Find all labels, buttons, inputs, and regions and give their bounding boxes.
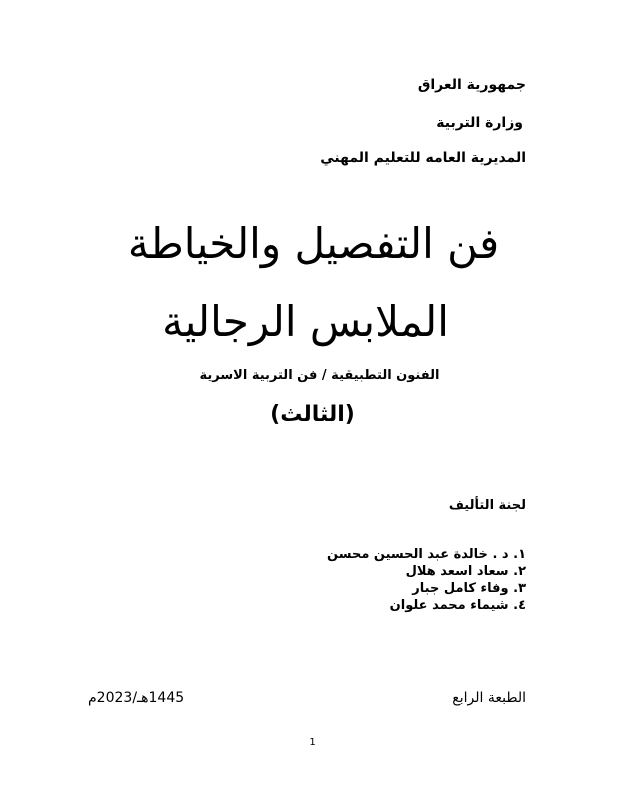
author-item: ١. د . خالدة عبد الحسين محسن [327, 547, 526, 562]
author-item: ٣. وفاء كامل جبار [412, 581, 526, 596]
grade-label: (الثالث) [270, 402, 355, 427]
book-subtitle: الملابس الرجالية [162, 297, 449, 346]
author-item: ٤. شيماء محمد علوان [389, 598, 526, 613]
directorate-name: المديرية العامه للتعليم المهني [320, 150, 526, 166]
authors-list [327, 546, 526, 614]
edition-label: الطبعة الرابع [452, 690, 526, 706]
subject-line: الفنون التطبيقية / فن التربية الاسرية [199, 368, 440, 383]
ministry-name: وزارة التربية [436, 115, 523, 131]
book-title: فن التفصيل والخياطة [127, 219, 500, 268]
country-name: جمهورية العراق [417, 77, 526, 93]
publication-date: 1445هـ/2023م [88, 690, 185, 706]
committee-heading: لجنة التأليف [448, 498, 526, 513]
page-number: 1 [309, 737, 316, 748]
author-item: ٢. سعاد اسعد هلال [405, 564, 526, 579]
